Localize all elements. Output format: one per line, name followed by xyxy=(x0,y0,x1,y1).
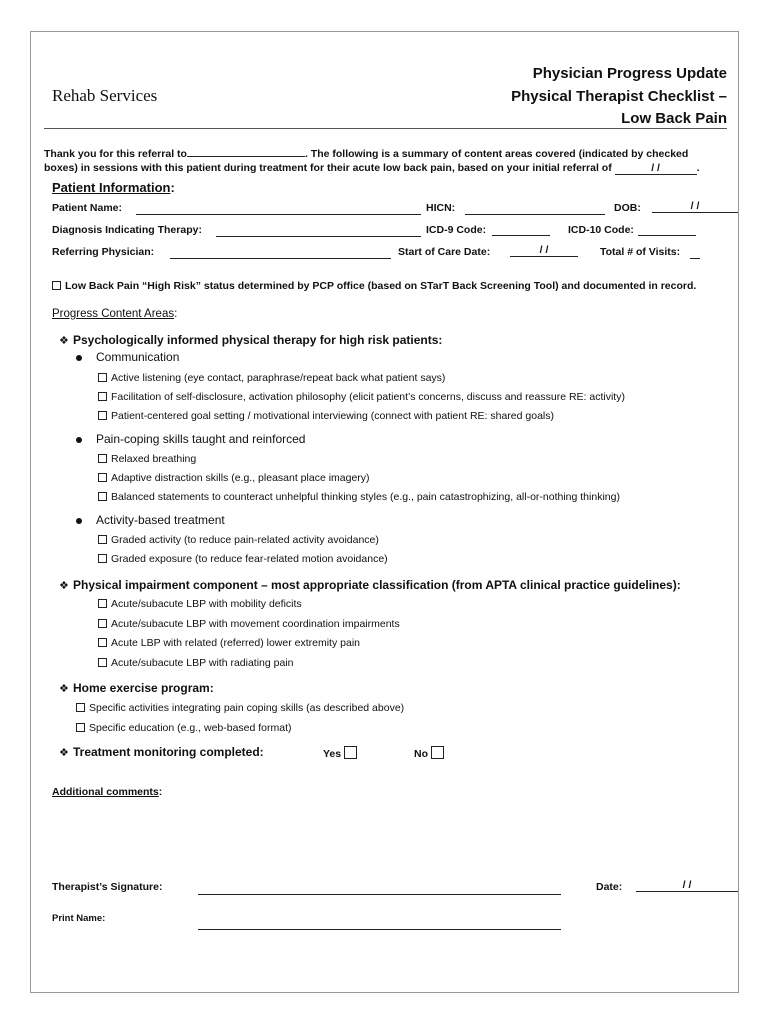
diagnosis-label: Diagnosis Indicating Therapy: xyxy=(52,224,202,236)
monitoring-no-checkbox[interactable] xyxy=(431,746,444,759)
additional-comments-area[interactable] xyxy=(52,804,732,868)
coordination-impairments-checkbox[interactable] xyxy=(98,619,107,628)
graded-exposure-checkbox[interactable] xyxy=(98,554,107,563)
dob-field[interactable]: / / xyxy=(652,200,738,213)
radiating-pain-checkbox[interactable] xyxy=(98,658,107,667)
monitoring-title: ❖ Treatment monitoring completed: xyxy=(59,745,264,759)
high-risk-row xyxy=(52,280,696,292)
therapist-signature-label: Therapist’s Signature: xyxy=(52,881,163,893)
mobility-deficits-checkbox[interactable] xyxy=(98,599,107,608)
activity-subheading: Activity-based treatment xyxy=(76,513,225,527)
organization-name: Rehab Services xyxy=(52,86,158,105)
dob-label: DOB: xyxy=(614,202,641,214)
checklist-item: Acute/subacute LBP with movement coordination impairments xyxy=(98,618,400,630)
diamond-bullet-icon: ❖ xyxy=(59,683,69,695)
distraction-skills-checkbox[interactable] xyxy=(98,473,107,482)
pain-coping-activities-checkbox[interactable] xyxy=(76,703,85,712)
home-exercise-title: ❖ Home exercise program: xyxy=(59,681,214,695)
checklist-item: Acute/subacute LBP with radiating pain xyxy=(98,657,294,669)
graded-activity-checkbox[interactable] xyxy=(98,535,107,544)
referring-physician-label: Referring Physician: xyxy=(52,246,155,258)
relaxed-breathing-checkbox[interactable] xyxy=(98,454,107,463)
icd9-label: ICD-9 Code: xyxy=(426,224,487,236)
diamond-bullet-icon: ❖ xyxy=(59,747,69,759)
total-visits-label: Total # of Visits: xyxy=(600,246,681,258)
checklist-item: Acute/subacute LBP with mobility deficits xyxy=(98,598,302,610)
patient-info-heading: Patient Information: xyxy=(52,180,175,195)
communication-subheading: Communication xyxy=(76,350,179,364)
bullet-icon xyxy=(76,437,82,443)
checklist-item: Adaptive distraction skills (e.g., pleasant place imagery) xyxy=(98,472,370,484)
intro-line-2: boxes) in sessions with this patient during treatment for their acute low back pain, based on your initial referral of / / . xyxy=(44,162,700,174)
initial-referral-date-field[interactable]: / / xyxy=(615,162,697,175)
therapist-signature-field[interactable] xyxy=(198,894,561,895)
additional-comments-label: Additional comments: xyxy=(52,786,163,798)
hicn-label: HICN: xyxy=(426,202,456,214)
checklist-item: Graded exposure (to reduce fear-related motion avoidance) xyxy=(98,553,388,565)
icd9-field[interactable] xyxy=(492,235,550,236)
start-of-care-field[interactable]: / / xyxy=(510,244,578,257)
high-risk-checkbox[interactable] xyxy=(52,281,61,290)
form-title-line-2: Physical Therapist Checklist – xyxy=(511,88,727,105)
specific-education-checkbox[interactable] xyxy=(76,723,85,732)
total-visits-field[interactable] xyxy=(690,258,700,259)
monitoring-yes-checkbox[interactable] xyxy=(344,746,357,759)
form-title-line-1: Physician Progress Update xyxy=(532,65,727,82)
psych-section-title: ❖ Psychologically informed physical therapy for high risk patients: xyxy=(59,333,443,347)
balanced-statements-checkbox[interactable] xyxy=(98,492,107,501)
pain-coping-subheading: Pain-coping skills taught and reinforced xyxy=(76,432,305,446)
signature-date-label: Date: xyxy=(596,881,623,893)
form-title-line-3: Low Back Pain xyxy=(621,110,727,127)
intro-line-1: Thank you for this referral to . The following is a summary of content areas covered (indicated by checked xyxy=(44,148,689,160)
patient-name-field[interactable] xyxy=(136,214,421,215)
checklist-item: Facilitation of self-disclosure, activation philosophy (elicit patient’s concerns, discuss and reassure RE: activity) xyxy=(98,391,625,403)
print-name-field[interactable] xyxy=(198,929,561,930)
bullet-icon xyxy=(76,518,82,524)
header-divider xyxy=(44,128,727,129)
diamond-bullet-icon: ❖ xyxy=(59,335,69,347)
checklist-item: Patient-centered goal setting / motivational interviewing (connect with patient RE: shared goals) xyxy=(98,410,554,422)
start-of-care-label: Start of Care Date: xyxy=(398,246,491,258)
referral-to-field[interactable] xyxy=(187,147,305,157)
referred-pain-checkbox[interactable] xyxy=(98,638,107,647)
checklist-item: Acute LBP with related (referred) lower extremity pain xyxy=(98,637,360,649)
progress-heading: Progress Content Areas: xyxy=(52,308,178,320)
checklist-item: Specific activities integrating pain coping skills (as described above) xyxy=(76,702,404,714)
print-name-label: Print Name: xyxy=(52,913,106,924)
monitoring-yes: Yes xyxy=(323,746,357,760)
icd10-label: ICD-10 Code: xyxy=(568,224,634,236)
referring-physician-field[interactable] xyxy=(170,258,391,259)
self-disclosure-checkbox[interactable] xyxy=(98,392,107,401)
checklist-item: Active listening (eye contact, paraphrase/repeat back what patient says) xyxy=(98,372,445,384)
hicn-field[interactable] xyxy=(465,214,605,215)
icd10-field[interactable] xyxy=(638,235,696,236)
monitoring-no: No xyxy=(414,746,444,760)
checklist-item: Graded activity (to reduce pain-related activity avoidance) xyxy=(98,534,379,546)
physical-section-title: ❖ Physical impairment component – most appropriate classification (from APTA clinical practice guidelines): xyxy=(59,578,681,592)
diagnosis-field[interactable] xyxy=(216,236,421,237)
active-listening-checkbox[interactable] xyxy=(98,373,107,382)
bullet-icon xyxy=(76,355,82,361)
diamond-bullet-icon: ❖ xyxy=(59,580,69,592)
signature-date-field[interactable]: / / xyxy=(636,879,738,892)
patient-name-label: Patient Name: xyxy=(52,202,123,214)
checklist-item: Specific education (e.g., web-based format) xyxy=(76,722,292,734)
checklist-item: Balanced statements to counteract unhelpful thinking styles (e.g., pain catastrophizing, all-or-nothing thinking) xyxy=(98,491,620,503)
high-risk-label: Low Back Pain “High Risk” status determined by PCP office (based on STarT Back Screening Tool) and documented in record. xyxy=(65,280,697,292)
checklist-item: Relaxed breathing xyxy=(98,453,196,465)
goal-setting-checkbox[interactable] xyxy=(98,411,107,420)
